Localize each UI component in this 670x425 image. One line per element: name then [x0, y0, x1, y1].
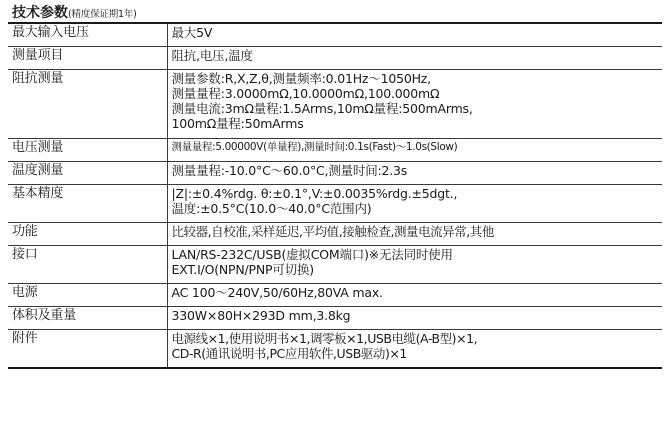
- row-value: [167, 70, 662, 139]
- row-value-line: 最大5V: [171, 25, 213, 40]
- row-value: [167, 162, 662, 185]
- row-value-line: 比较器,自校准,采样延迟,平均值,接触检查,测量电流异常,其他: [171, 224, 494, 239]
- spec-table: [8, 22, 662, 369]
- row-value-line: 测量电流:3mΩ量程:1.5Arms,10mΩ量程:500mArms,: [171, 101, 473, 116]
- row-value-line: 100mΩ量程:50mArms: [171, 116, 304, 131]
- table-row: [8, 284, 662, 307]
- spec-title-note: (精度保证期1年): [68, 9, 137, 20]
- row-value: [167, 47, 662, 70]
- row-value-line: LAN/RS-232C/USB(虚拟COM端口)※无法同时使用: [171, 247, 453, 262]
- row-value-line: EXT.I/O(NPN/PNP可切换): [171, 262, 314, 277]
- spec-title: [12, 3, 137, 21]
- row-value: [167, 284, 662, 307]
- row-value-line: 330W×80H×293D mm,3.8kg: [171, 308, 351, 323]
- row-label: 最大输入电压: [8, 23, 167, 47]
- row-value-line: 测量量程:-10.0°C～60.0°C,测量时间:2.3s: [171, 163, 408, 178]
- row-value-line: AC 100～240V,50/60Hz,80VA max.: [171, 285, 383, 300]
- table-row: [8, 185, 662, 223]
- row-label: 电压测量: [8, 139, 167, 162]
- table-row: [8, 223, 662, 246]
- table-row: [8, 162, 662, 185]
- row-value-line: |Z|:±0.4%rdg. θ:±0.1°,V:±0.0035%rdg.±5dgt.,: [171, 186, 458, 201]
- row-value-line: 测量参数:R,X,Z,θ,测量频率:0.01Hz～1050Hz,: [171, 71, 431, 86]
- row-value-line: CD-R(通讯说明书,PC应用软件,USB驱动)×1: [171, 346, 407, 361]
- row-value: [167, 139, 662, 162]
- table-row: [8, 246, 662, 284]
- table-row: [8, 330, 662, 369]
- table-row: [8, 307, 662, 330]
- row-value: [167, 223, 662, 246]
- spec-title-main: 技术参数: [12, 5, 68, 21]
- row-label: 基本精度: [8, 185, 167, 223]
- row-value-line: 温度:±0.5°C(10.0～40.0°C范围内): [171, 201, 372, 216]
- row-value: [167, 307, 662, 330]
- row-value: [167, 23, 662, 47]
- row-label: 测量项目: [8, 47, 167, 70]
- table-row: [8, 70, 662, 139]
- row-value-line: 阻抗,电压,温度: [171, 48, 253, 63]
- row-label: 功能: [8, 223, 167, 246]
- row-value: [167, 330, 662, 369]
- table-row: [8, 23, 662, 47]
- row-value: [167, 185, 662, 223]
- row-label: 温度测量: [8, 162, 167, 185]
- table-row: [8, 47, 662, 70]
- row-value-line: 测量量程:3.0000mΩ,10.0000mΩ,100.000mΩ: [171, 86, 440, 101]
- row-label: 附件: [8, 330, 167, 369]
- row-value: [167, 246, 662, 284]
- row-label: 体积及重量: [8, 307, 167, 330]
- row-label: 电源: [8, 284, 167, 307]
- row-label: 接口: [8, 246, 167, 284]
- row-value-line: 电源线×1,使用说明书×1,调零板×1,USB电缆(A-B型)×1,: [171, 331, 478, 346]
- row-label: 阻抗测量: [8, 70, 167, 139]
- table-row: [8, 139, 662, 162]
- row-value-line: 测量量程:5.00000V(单量程),测量时间:0.1s(Fast)～1.0s(Slow): [171, 141, 458, 153]
